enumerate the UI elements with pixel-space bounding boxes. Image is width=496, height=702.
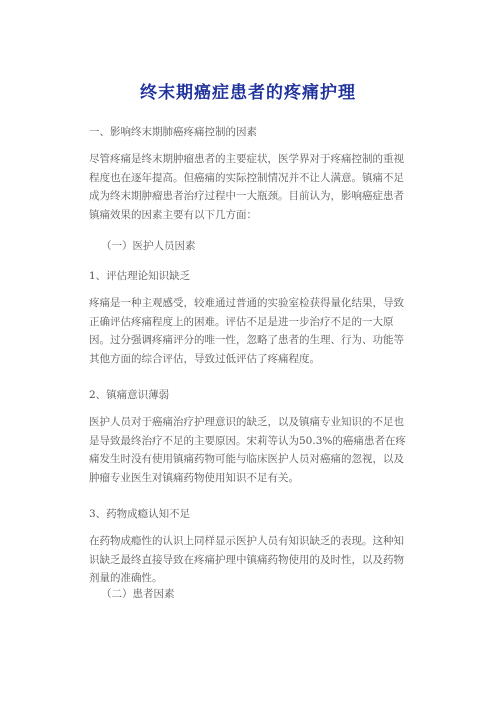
paragraph: 疼痛是一种主观感受，较难通过普通的实验室检获得量化结果，导致正确评估疼痛程度上的困难。评估不足是进一步治疗不足的一大原因。过分强调疼痛评分的唯一性，忽略了患者的生理、行为、功能等其他方面的综合评估，导致过低评估了疼痛程度。 (89, 297, 404, 365)
subsection-heading: （二）患者因素 (101, 588, 175, 600)
paragraph: 医护人员对于癌痛治疗护理意识的缺乏，以及镇痛专业知识的不足也是导致最终治疗不足的主要原因。宋莉等认为50.3%的癌痛患者在疼痛发生时没有使用镇痛药物可能与临床医护人员对癌痛的忽视，以及肿瘤专业医生对镇痛药物使用知识不足有关。 (89, 416, 406, 484)
paragraph: 在药物成瘾性的认识上同样显示医护人员有知识缺乏的表现。这种知识缺乏最终直接导致在疼痛护理中镇痛药物使用的及时性，以及药物剂量的准确性。 (89, 535, 404, 584)
paragraph: 尽管疼痛是终末期肿瘤患者的主要症状，医学界对于疼痛控制的重视程度也在逐年提高。但癌痛的实际控制情况并不让人满意。镇痛不足成为终末期肿瘤患者治疗过程中一大瓶颈。目前认为，影响癌症患者镇痛效果的因素主要有以下几方面： (89, 153, 404, 221)
section-heading: 一、影响终末期肺癌疼痛控制的因素 (89, 126, 257, 138)
subsection-heading: （一）医护人员因素 (101, 240, 196, 252)
item-heading: 1、评估理论知识缺乏 (89, 270, 191, 282)
item-heading: 2、镇痛意识薄弱 (89, 389, 170, 401)
item-heading: 3、药物成瘾认知不足 (89, 508, 191, 520)
document-title: 终末期癌症患者的疼痛护理 (140, 83, 356, 103)
